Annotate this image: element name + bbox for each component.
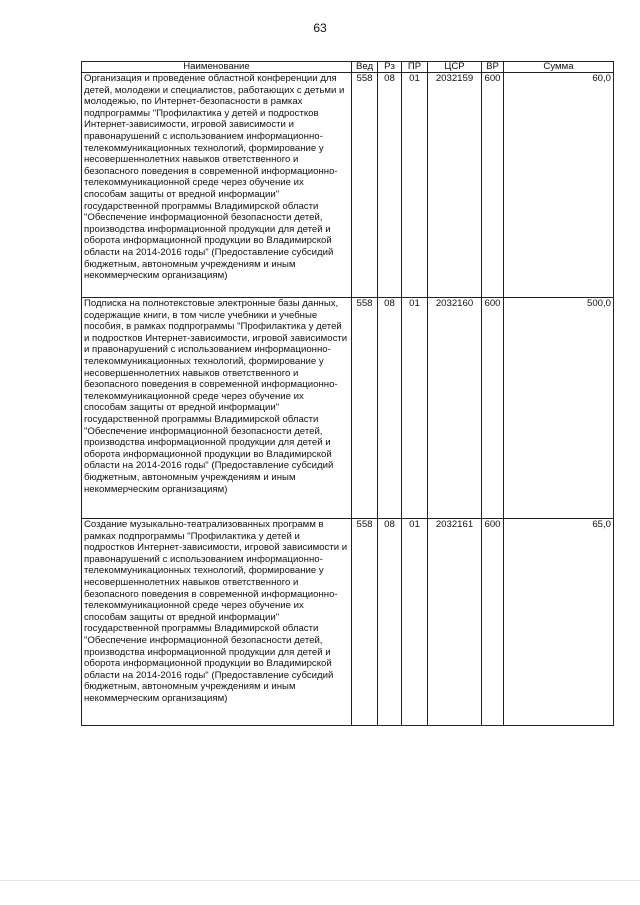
row-name: Создание музыкально-театрализованных программ в рамках подпрограммы "Профилактика у детей и подростков Интернет-зависимости, игровой зависимости и правонарушений с использованием информационно- телекоммуникационных технологий, формирование у несовершеннолетних навыков ответственного и безопасного поведения в современной информационно- телекоммуникационной среде через обучение их способам защиты от вредной информации" государственной программы Владимирской области "Обеспечение информационной безопасности детей, производства информационной продукции для детей и оборота информационной продукции во Владимирской области на 2014-2016 годы" (Предоставление субсидий бюджетным, автономным учреждениям и иным некоммерческим организациям) <box>84 519 348 704</box>
row-name-cell <box>82 519 352 726</box>
row-name: Подписка на полнотекстовые электронные базы данных, содержащие книги, в том числе учебники и учебные пособия, в рамках подпрограммы "Профилактика у детей и подростков Интернет-зависимости, игровой зависимости и правонарушений с использованием информационно- телекоммуникационных технологий, формирование у несовершеннолетних навыков ответственного и безопасного поведения в современной информационно- телекоммуникационной среде через обучение их способам защиты от вредной информации" государственной программы Владимирской области "Обеспечение информационной безопасности детей, производства информационной продукции для детей и оборота информационной продукции во Владимирской области на 2014-2016 годы" (Предоставление субсидий бюджетным, автономным учреждениям и иным некоммерческим организациям) <box>84 298 348 495</box>
row-sum: 500,0 <box>504 298 614 519</box>
header-ved: Вед <box>352 62 378 73</box>
table-row <box>82 298 614 519</box>
header-rz: Рз <box>378 62 402 73</box>
table-header-row <box>82 62 614 73</box>
row-sum: 65,0 <box>504 519 614 726</box>
row-vr: 600 <box>482 73 504 298</box>
budget-table <box>81 61 614 726</box>
header-vr: ВР <box>482 62 504 73</box>
row-name-cell <box>82 73 352 298</box>
row-ved: 558 <box>352 73 378 298</box>
scan-artifact-line <box>0 880 640 881</box>
table-row <box>82 73 614 298</box>
row-name: Организация и проведение областной конференции для детей, молодежи и специалистов, работающих с детьми и молодежью, по Интернет-безопасности в рамках подпрограммы "Профилактика у детей и подростков Интернет-зависимости, игровой зависимости и правонарушений с использованием информационно- телекоммуникационных технологий, формирование у несовершеннолетних навыков ответственного и безопасного поведения в современной информационно- телекоммуникационной среде через обучение их способам защиты от вредной информации" государственной программы Владимирской области "Обеспечение информационной безопасности детей, производства информационной продукции для детей и оборота информационной продукции во Владимирской области на 2014-2016 годы" (Предоставление субсидий бюджетным, автономным учреждениям и иным некоммерческим организациям) <box>84 73 345 282</box>
row-sum: 60,0 <box>504 73 614 298</box>
page-number: 63 <box>313 21 327 35</box>
header-csr: ЦСР <box>428 62 482 73</box>
row-vr: 600 <box>482 298 504 519</box>
row-rz: 08 <box>378 298 402 519</box>
row-vr: 600 <box>482 519 504 726</box>
header-name: Наименование <box>82 62 352 73</box>
row-ved: 558 <box>352 298 378 519</box>
row-rz: 08 <box>378 73 402 298</box>
row-pr: 01 <box>402 73 428 298</box>
row-rz: 08 <box>378 519 402 726</box>
row-ved: 558 <box>352 519 378 726</box>
header-pr: ПР <box>402 62 428 73</box>
table-row <box>82 519 614 726</box>
row-pr: 01 <box>402 519 428 726</box>
row-csr: 2032159 <box>428 73 482 298</box>
row-pr: 01 <box>402 298 428 519</box>
header-sum: Сумма <box>504 62 614 73</box>
row-csr: 2032161 <box>428 519 482 726</box>
row-name-cell <box>82 298 352 519</box>
row-csr: 2032160 <box>428 298 482 519</box>
